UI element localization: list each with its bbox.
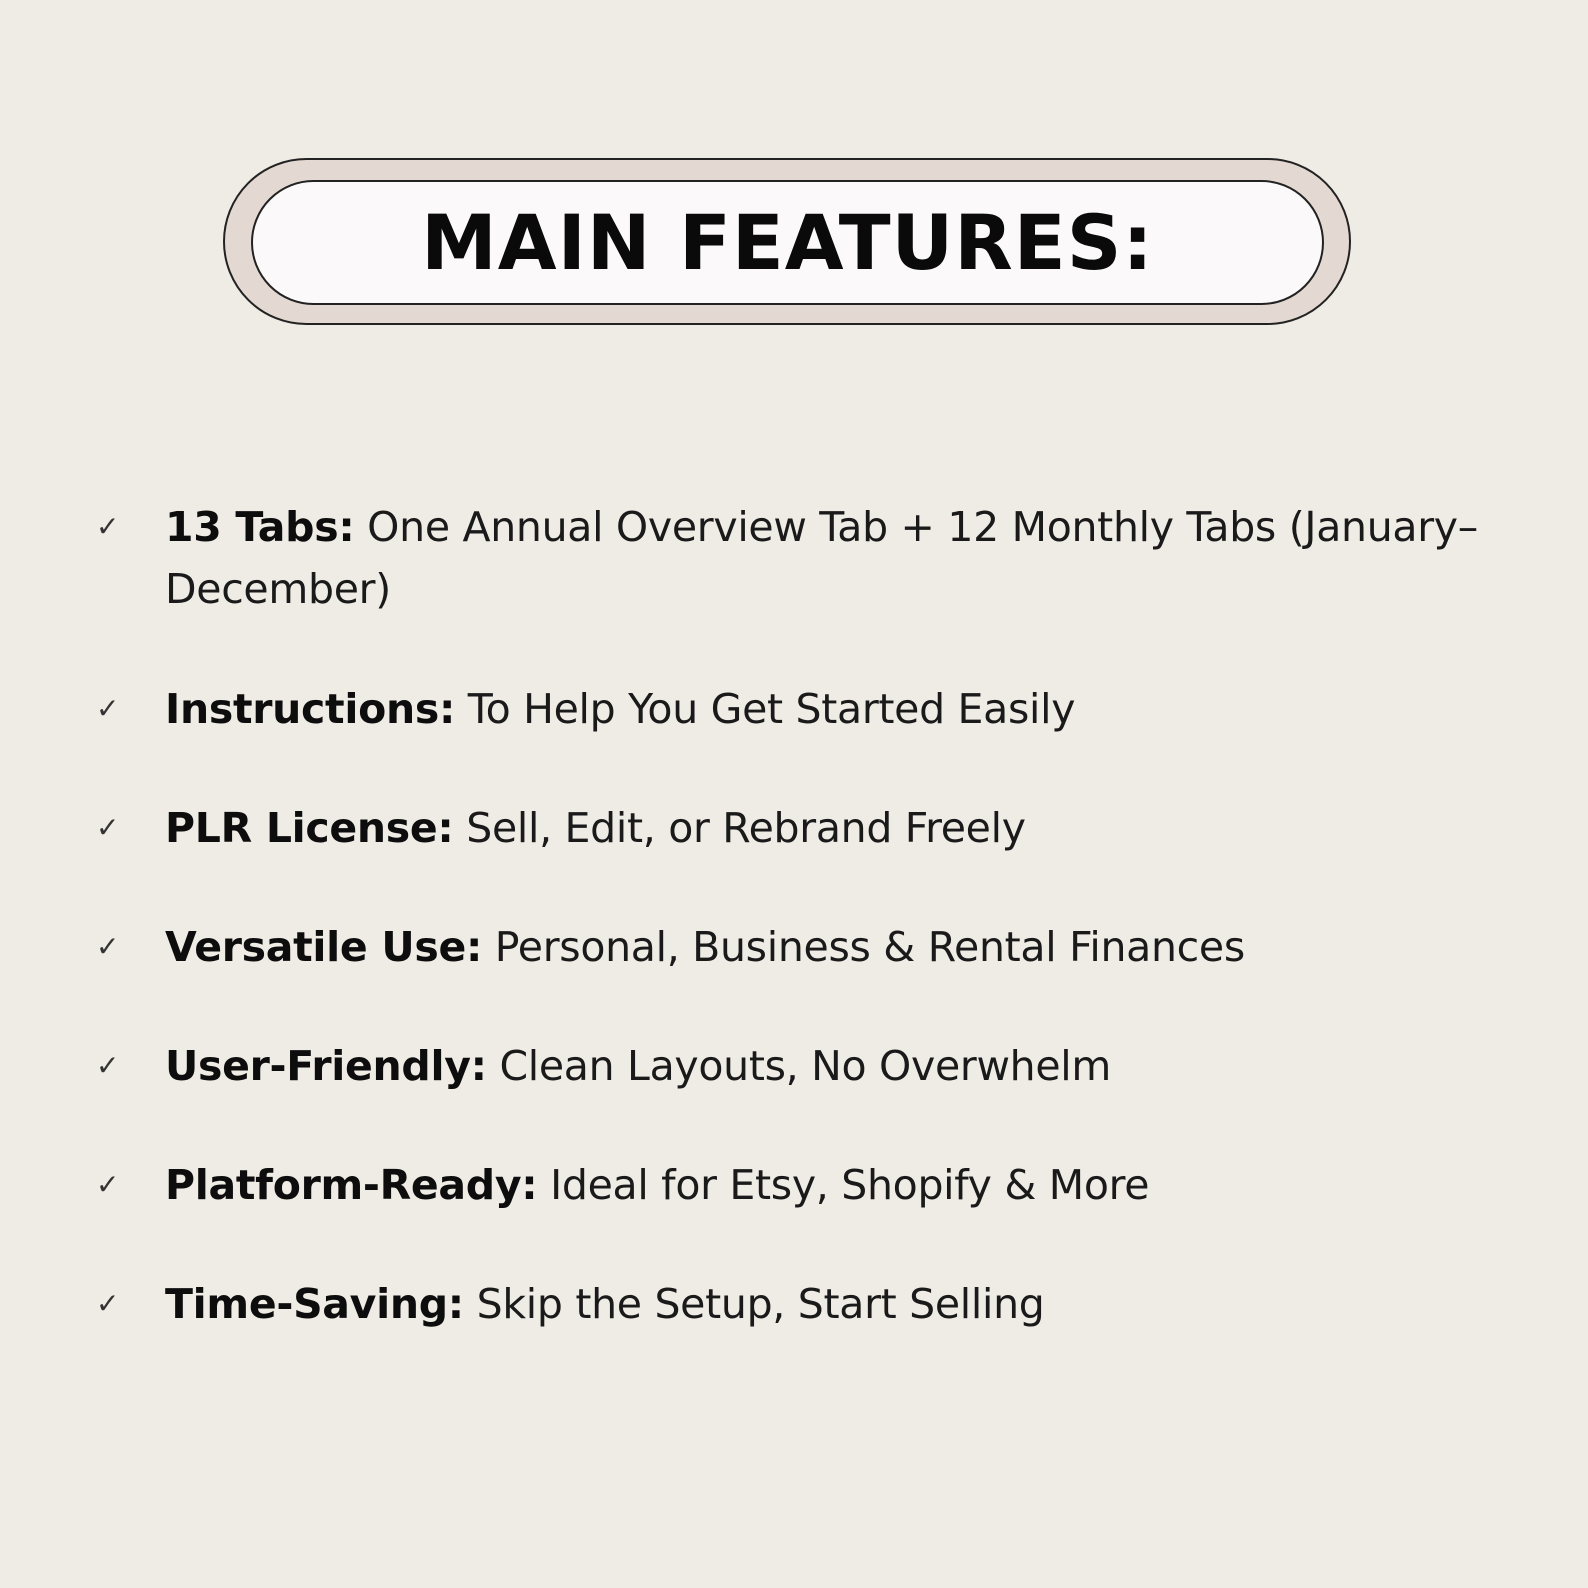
feature-label: 13 Tabs: (165, 503, 355, 551)
checkmark-icon: ✓ (96, 692, 120, 725)
feature-text: Sell, Edit, or Rebrand Freely (453, 804, 1026, 852)
feature-text: Personal, Business & Rental Finances (482, 923, 1245, 971)
feature-item (96, 1035, 1556, 1097)
feature-item (96, 797, 1556, 859)
page-title: MAIN FEATURES: (421, 198, 1154, 287)
feature-text: Ideal for Etsy, Shopify & More (537, 1161, 1150, 1209)
feature-text: To Help You Get Started Easily (455, 685, 1076, 733)
feature-text: Clean Layouts, No Overwhelm (486, 1042, 1112, 1090)
checkmark-icon: ✓ (96, 811, 120, 844)
checkmark-icon: ✓ (96, 1287, 120, 1320)
feature-label: Platform-Ready: (165, 1161, 538, 1209)
feature-label: Versatile Use: (165, 923, 483, 971)
feature-item (96, 678, 1556, 740)
feature-item (96, 1273, 1556, 1335)
feature-text: Skip the Setup, Start Selling (463, 1280, 1045, 1328)
feature-item (96, 916, 1556, 978)
feature-label: Instructions: (165, 685, 456, 733)
feature-label: PLR License: (165, 804, 454, 852)
feature-label: Time-Saving: (165, 1280, 464, 1328)
feature-item (96, 1154, 1556, 1216)
title-banner (251, 180, 1324, 305)
checkmark-icon: ✓ (96, 1049, 120, 1082)
checkmark-icon: ✓ (96, 1168, 120, 1201)
feature-text: One Annual Overview Tab + 12 Monthly Tabs (January–December) (165, 503, 1478, 613)
checkmark-icon: ✓ (96, 930, 120, 963)
checkmark-icon: ✓ (96, 510, 120, 543)
feature-item (96, 496, 1556, 620)
feature-label: User-Friendly: (165, 1042, 487, 1090)
